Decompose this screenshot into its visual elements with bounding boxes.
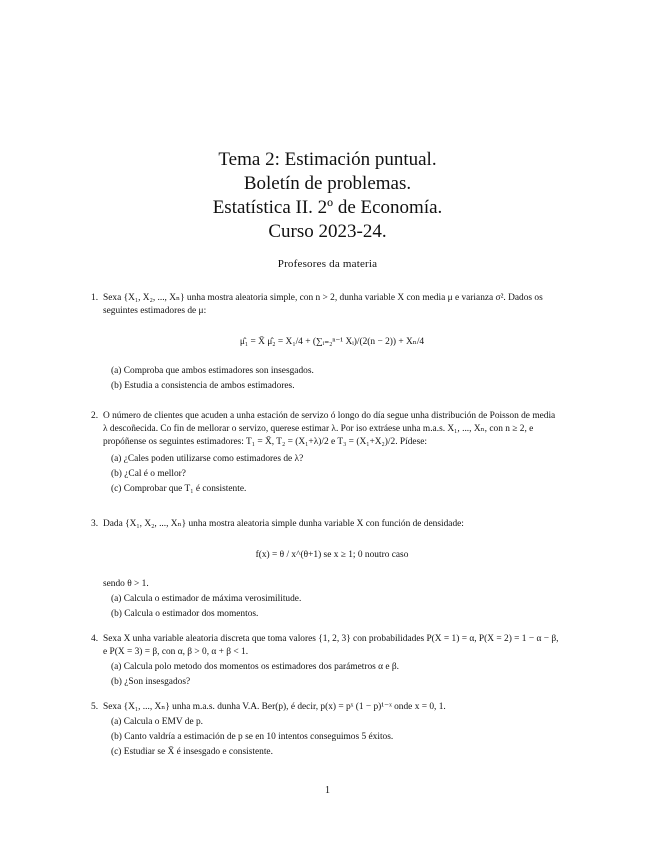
subitem: (a) Calcula o EMV de p. bbox=[111, 717, 203, 727]
problem-text: O número de clientes que acuden a unha estación de servizo ó longo do día segue unha distribución de Poisson de media λ descoñecida. Co fin de mellorar o servizo, querese estimar λ. Por iso extráese unha m.a.s. X₁, ..., Xₙ, con n ≥ 2, e propóñense os seguintes estimadores: T₁ = X̄, T₂ = (X₁+λ)/2 e T₃ = (X₁+X₂)/2. Pídese: bbox=[103, 411, 556, 447]
equation: f(x) = θ / x^(θ+1) se x ≥ 1; 0 noutro caso bbox=[255, 550, 409, 560]
page-number: 1 bbox=[325, 785, 330, 796]
problem-text: Sexa X unha variable aleatoria discreta que toma valores {1, 2, 3} con probabilidades P(X = 1) = α, P(X = 2) = 1 − α − β, e P(X = 3) = β, con α, β > 0, α + β < 1. bbox=[103, 634, 559, 657]
problem-text: Sexa {X₁, X₂, ..., Xₙ} unha mostra aleatoria simple, con n > 2, dunha variable X con media μ e varianza σ². Dados os seguintes estimadores de μ: bbox=[103, 293, 543, 316]
title-line-4: Curso 2023-24. bbox=[268, 221, 387, 242]
subitem: (c) Estudiar se X̄ é insesgado e consistente. bbox=[111, 747, 273, 757]
problem-text-after: sendo θ > 1. bbox=[103, 579, 149, 589]
problem-1 bbox=[91, 292, 561, 393]
problem-5 bbox=[91, 701, 561, 759]
problem-number: 1. bbox=[91, 293, 99, 303]
title-block bbox=[0, 148, 655, 244]
problem-text: Sexa {X₁, ..., Xₙ} unha m.a.s. dunha V.A. Ber(p), é decir, p(x) = pˣ (1 − p)¹⁻ˣ onde x = 0, 1. bbox=[103, 702, 446, 712]
title-line-3: Estatística II. 2º de Economía. bbox=[212, 197, 443, 218]
title-line-1: Tema 2: Estimación puntual. bbox=[218, 149, 437, 170]
subitem: (b) Estudia a consistencia de ambos estimadores. bbox=[111, 381, 295, 391]
subitem: (a) Calcula o estimador de máxima verosimilitude. bbox=[111, 594, 302, 604]
problem-2 bbox=[91, 410, 561, 496]
authors: Profesores da materia bbox=[277, 258, 378, 270]
subitem: (c) Comprobar que T₁ é consistente. bbox=[111, 484, 247, 494]
title-line-2: Boletín de problemas. bbox=[243, 173, 412, 194]
subitem: (a) Comproba que ambos estimadores son insesgados. bbox=[111, 366, 314, 376]
subitem: (b) Canto valdría a estimación de p se en 10 intentos conseguimos 5 éxitos. bbox=[111, 732, 394, 742]
subitem: (b) ¿Cal é o mellor? bbox=[111, 469, 186, 479]
subitem: (a) ¿Cales poden utilizarse como estimadores de λ? bbox=[111, 454, 304, 464]
equation: μ̂₁ = X̄ μ̂₂ = X₁/4 + (∑ᵢ₌₂ⁿ⁻¹ Xᵢ)/(2(n − 2)) + Xₙ/4 bbox=[239, 337, 425, 347]
problem-4 bbox=[91, 633, 561, 689]
subitem: (b) ¿Son insesgados? bbox=[111, 677, 191, 687]
problem-3 bbox=[91, 518, 561, 621]
problem-text: Dada {X₁, X₂, ..., Xₙ} unha mostra aleatoria simple dunha variable X con función de densidade: bbox=[103, 519, 464, 529]
subitem: (b) Calcula o estimador dos momentos. bbox=[111, 609, 259, 619]
problem-number: 3. bbox=[91, 519, 99, 529]
problem-number: 5. bbox=[91, 702, 99, 712]
subitem: (a) Calcula polo metodo dos momentos os estimadores dos parámetros α e β. bbox=[111, 662, 400, 672]
problem-number: 2. bbox=[91, 411, 99, 421]
problem-number: 4. bbox=[91, 634, 99, 644]
